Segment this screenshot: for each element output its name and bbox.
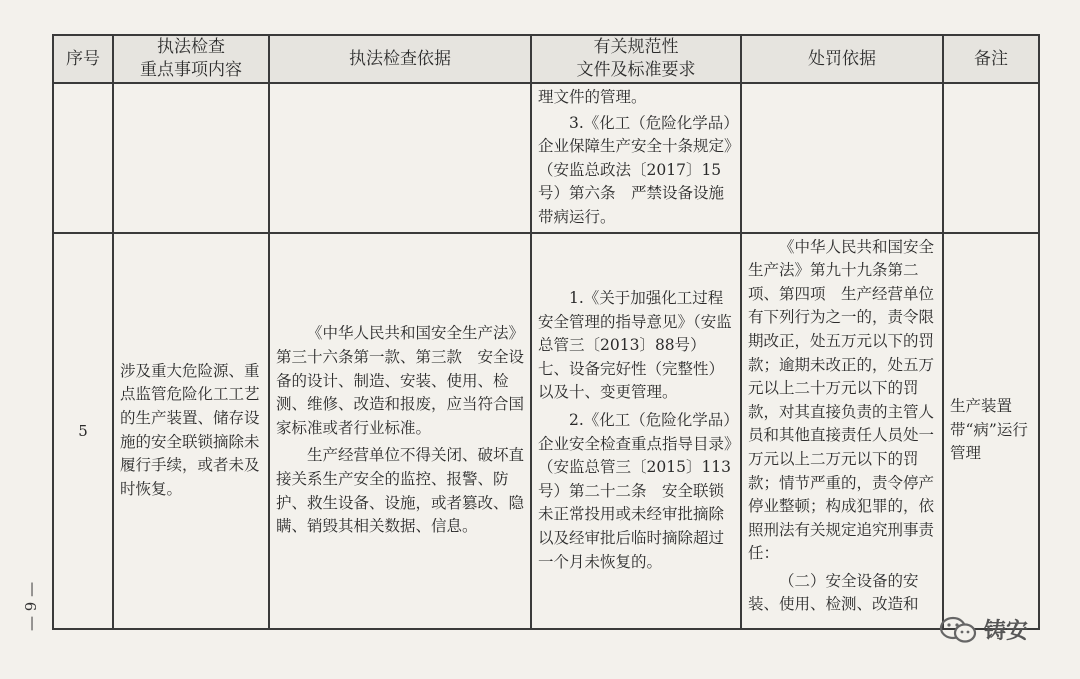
- cell-penalty-5: [741, 233, 943, 629]
- header-item: [113, 35, 269, 83]
- header-seq: 序号: [53, 35, 113, 83]
- cell-item-cont: [113, 83, 269, 233]
- penalty-5-p2: （二）安全设备的安装、使用、检测、改造和: [748, 571, 919, 614]
- header-norm-line1: 有关规范性: [593, 37, 679, 57]
- remark-5-text: 生产装置带“病”运行管理: [950, 397, 1028, 463]
- header-penalty: 处罚依据: [741, 35, 943, 83]
- basis-5-p2: 生产经营单位不得关闭、破坏直接关系生产安全的监控、报警、防护、救生设备、设施，或者篡改、隐瞒、销毁其相关数据、信息。: [276, 446, 525, 536]
- basis-5-p1: 《中华人民共和国安全生产法》第三十六条第一款、第三款 安全设备的设计、制造、安装、使用、检测、维修、改造和报废，应当符合国家标准或者行业标准。: [276, 324, 525, 437]
- header-norm-line2: 文件及标准要求: [576, 60, 696, 80]
- cell-penalty-cont: [741, 83, 943, 233]
- table-row-5: [53, 233, 1039, 629]
- cell-seq-5: 5: [53, 233, 113, 629]
- header-row: [53, 35, 1039, 83]
- cell-norm-cont: [531, 83, 741, 233]
- cell-basis-5: [269, 233, 531, 629]
- cell-item-5: [113, 233, 269, 629]
- cell-remark-5: [943, 233, 1039, 629]
- inspection-table: [52, 34, 1040, 630]
- page-number: — 9 —: [22, 581, 40, 631]
- header-remark: 备注: [943, 35, 1039, 83]
- cell-remark-cont: [943, 83, 1039, 233]
- watermark: [938, 614, 1028, 645]
- norm-5-p1: 1.《关于加强化工过程安全管理的指导意见》（安监总管三〔2013〕88号）七、设备完好性（完整性）以及十、变更管理。: [538, 289, 732, 402]
- table-row-continued: [53, 83, 1039, 233]
- cell-norm-5: [531, 233, 741, 629]
- header-basis: 执法检查依据: [269, 35, 531, 83]
- header-norm: [531, 35, 741, 83]
- cell-seq-cont: [53, 83, 113, 233]
- norm-5-p2: 2.《化工（危险化学品）企业安全检查重点指导目录》（安监总管三〔2015〕113号）第二十二条 安全联锁未正常投用或未经审批摘除以及经审批后临时摘除超过一个月未恢复的。: [538, 410, 732, 571]
- header-item-line2: 重点事项内容: [140, 60, 242, 80]
- cell-basis-cont: [269, 83, 531, 233]
- penalty-5-p1: 《中华人民共和国安全生产法》第九十九条第二项、第四项 生产经营单位有下列行为之一的，责令限期改正，处五万元以下的罚款；逾期未改正的，处五万元以上二十万元以下的罚款，对其直接负责的主管人员和其他直接责任人员处一万元以上二万元以下的罚款；情节严重的，责令停产停业整顿；构成犯罪的，依照刑法有关规定追究刑事责任：: [748, 237, 935, 563]
- header-item-line1: 执法检查: [157, 37, 225, 57]
- item-5-text: 涉及重大危险源、重点监管危险化工工艺的生产装置、储存设施的安全联锁摘除未履行手续，或者未及时恢复。: [120, 361, 260, 498]
- wechat-icon: [938, 615, 978, 645]
- watermark-text: 铸安: [984, 619, 1029, 644]
- norm-cont-p1: 理文件的管理。: [538, 88, 647, 106]
- norm-cont-p2: 3.《化工（危险化学品）企业保障生产安全十条规定》（安监总政法〔2017〕15号）第六条 严禁设备设施带病运行。: [538, 113, 732, 226]
